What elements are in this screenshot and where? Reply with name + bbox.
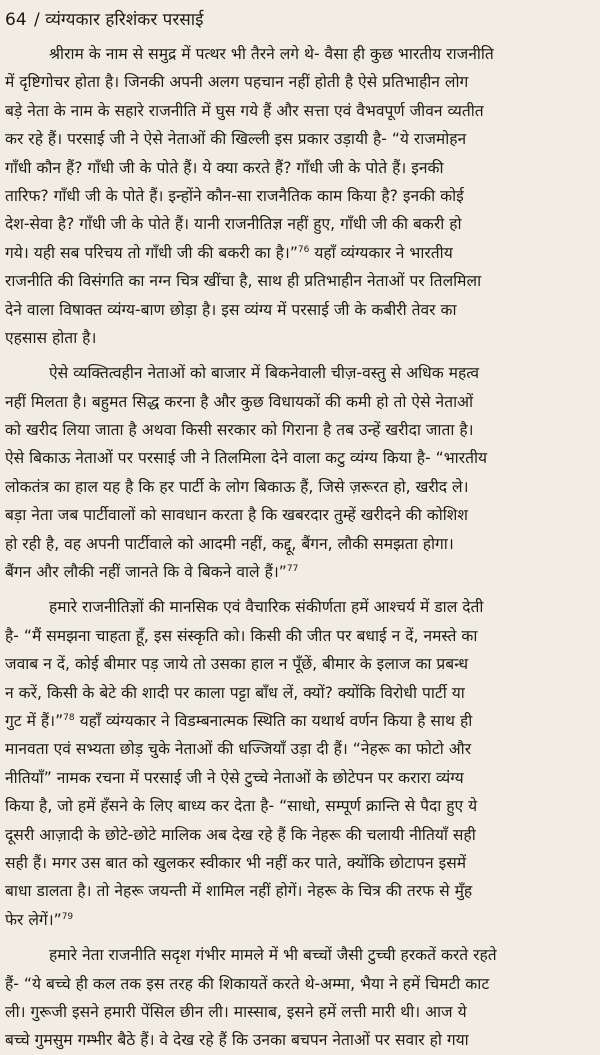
paragraph bbox=[5, 40, 592, 352]
text-line bbox=[5, 154, 592, 182]
line-text: फेर लेगें।” bbox=[5, 910, 62, 929]
text-line bbox=[5, 707, 592, 735]
footnote-ref: 78 bbox=[63, 712, 75, 723]
text-line bbox=[5, 388, 592, 416]
text-line bbox=[5, 210, 592, 238]
text-line bbox=[5, 735, 592, 763]
footnote-ref: 77 bbox=[286, 563, 299, 574]
text-line bbox=[5, 849, 592, 877]
line-text: बड़ा नेता जब पार्टीवालों को सावधान करता है कि खबरदार तुम्हें खरीदने की कोशिश bbox=[5, 506, 469, 525]
line-text: बच्चे गुमसुम गम्भीर बैठे हैं। वे देख रहे हैं कि उनका बचपन नेताओं पर सवार हो गया bbox=[5, 1031, 469, 1050]
line-text-continued: यहाँ व्यंग्यकार ने विडम्बनात्मक स्थिति का यथार्थ वर्णन किया है साथ ही bbox=[74, 711, 473, 730]
text-line bbox=[5, 821, 592, 849]
line-text: राजनीति की विसंगति का नग्न चित्र खींचा है, साथ ही प्रतिभाहीन नेताओं पर तिलमिला bbox=[5, 272, 482, 291]
line-text: कर रहे हैं। परसाई जी ने ऐसे नेताओं की खिल्ली इस प्रकार उड़ायी है- “ये राजमोहन bbox=[5, 130, 467, 149]
line-text-continued: यहाँ व्यंग्यकार ने भारतीय bbox=[309, 243, 453, 262]
text-line bbox=[5, 444, 592, 472]
line-text: गये। यही सब परिचय तो गाँधी जी की बकरी का है।” bbox=[5, 243, 298, 262]
body-text bbox=[5, 40, 592, 1055]
text-line bbox=[5, 622, 592, 650]
text-line bbox=[5, 970, 592, 998]
line-text: तारिफ? गाँधी जी के पोते हैं। इन्होंने कौन-सा राजनैतिक काम किया है? इनकी कोई bbox=[5, 186, 464, 205]
line-text: बड़े नेता के नाम के सहारे राजनीति में घुस गये हैं और सत्ता एवं वैभवपूर्ण जीवन व्यतीत bbox=[5, 101, 484, 120]
text-line bbox=[5, 906, 592, 934]
line-text: दूसरी आज़ादी के छोटे-छोटे मालिक अब देख रहे हैं कि नेहरू की चलायी नीतियाँ सही bbox=[5, 825, 476, 844]
text-line bbox=[5, 125, 592, 153]
text-line bbox=[5, 941, 592, 969]
running-header bbox=[5, 8, 592, 32]
line-text: हमारे नेता राजनीति सदृश गंभीर मामले में भी बच्चों जैसी टुच्ची हरकतें करते रहते bbox=[49, 946, 497, 965]
line-text: हमारे राजनीतिज्ञों की मानसिक एवं वैचारिक संकीर्णता हमें आश्चर्य में डाल देती bbox=[49, 598, 484, 617]
text-line bbox=[5, 530, 592, 558]
line-text: ली। गुरूजी इसने हमारी पेंसिल छीन ली। मास्साब, इसने हमें लत्ती मारी थी। आज ये bbox=[5, 1002, 467, 1021]
line-text: है- “मैं समझना चाहता हूँ, इस संस्कृति को। किसी की जीत पर बधाई न दें, नमस्ते का bbox=[5, 626, 478, 645]
line-text: नीतियाँ” नामक रचना में परसाई जी ने ऐसे टुच्चे नेताओं के छोटेपन पर करारा व्यंग्य bbox=[5, 768, 464, 787]
line-text: किया है, जो हमें हँसने के लिए बाध्य कर देता है- “साधो, सम्पूर्ण क्रान्ति से पैदा हुए ये bbox=[5, 797, 478, 816]
footnote-ref: 76 bbox=[297, 244, 310, 255]
paragraph bbox=[5, 359, 592, 586]
text-line bbox=[5, 68, 592, 96]
line-text: को खरीद लिया जाता है अथवा किसी सरकार को गिराना है तब उन्हें खरीदा जाता है। bbox=[5, 421, 474, 440]
line-text: सही हैं। मगर उस बात को खुलकर स्वीकार भी नहीं कर पाते, क्योंकि छोटापन इसमें bbox=[5, 853, 467, 872]
line-text: देश-सेवा है? गाँधी जी के पोते हैं। यानी राजनीतिज्ञ नहीं हुए, गाँधी जी की बकरी हो bbox=[5, 215, 462, 234]
text-line bbox=[5, 593, 592, 621]
text-line bbox=[5, 679, 592, 707]
paragraph bbox=[5, 941, 592, 1055]
line-text: जवाब न दें, कोई बीमार पड़ जाये तो उसका हाल न पूँछें, बीमार के इलाज का प्रबन्ध bbox=[5, 655, 469, 674]
text-line bbox=[5, 877, 592, 905]
line-text: हैं- “ये बच्चे ही कल तक इस तरह की शिकायतें करते थे-अम्मा, भैया ने हमें चिमटी काट bbox=[5, 974, 490, 993]
line-text: बैंगन और लौकी नहीं जानते कि वे बिकने वाले हैं।” bbox=[5, 563, 287, 582]
text-line bbox=[5, 267, 592, 295]
text-line bbox=[5, 40, 592, 68]
line-text: हो रही है, वह अपनी पार्टीवाले को आदमी नहीं, कद्दू, बैंगन, लौकी समझता होगा। bbox=[5, 534, 454, 553]
line-text: मानवता एवं सभ्यता छोड़ चुके नेताओं की धज्जियाँ उड़ा दी हैं। “नेहरू का फोटो और bbox=[5, 740, 472, 759]
text-line bbox=[5, 296, 592, 324]
line-text: लोकतंत्र का हाल यह है कि हर पार्टी के लोग बिकाऊ हैं, जिसे ज़रूरत हो, खरीद ले। bbox=[5, 477, 469, 496]
line-text: श्रीराम के नाम से समुद्र में पत्थर भी तैरने लगे थे- वैसा ही कुछ भारतीय राजनीति bbox=[49, 45, 494, 63]
text-line bbox=[5, 416, 592, 444]
text-line bbox=[5, 1026, 592, 1054]
line-text: में दृष्टिगोचर होता है। जिनकी अपनी अलग पहचान नहीं होती है ऐसे प्रतिभाहीन लोग bbox=[5, 73, 469, 92]
page-number: 64 bbox=[5, 10, 27, 30]
text-line bbox=[5, 764, 592, 792]
text-line bbox=[5, 558, 592, 586]
line-text: बाधा डालता है। तो नेहरू जयन्ती में शामिल नहीं होगें। नेहरू के चित्र की तरफ से मुँह bbox=[5, 882, 473, 901]
text-line bbox=[5, 97, 592, 125]
header-separator: / bbox=[28, 10, 46, 30]
text-line bbox=[5, 501, 592, 529]
book-title: व्यंग्यकार हरिशंकर परसाई bbox=[45, 10, 204, 30]
line-text: एहसास होता है। bbox=[5, 328, 97, 347]
line-text: ऐसे बिकाऊ नेताओं पर परसाई जी ने तिलमिला देने वाला कटु व्यंग्य किया है- “भारतीय bbox=[5, 449, 488, 468]
line-text: गाँधी कौन हैं? गाँधी जी के पोते हैं। ये क्या करते हैं? गाँधी जी के पोते हैं। इनकी bbox=[5, 158, 444, 177]
line-text: ऐसे व्यक्तित्वहीन नेताओं को बाजार में बिकनेवाली चीज़-वस्तु से अधिक महत्व bbox=[49, 364, 480, 383]
text-line bbox=[5, 473, 592, 501]
line-text: गुट में हैं।” bbox=[5, 711, 64, 730]
text-line bbox=[5, 359, 592, 387]
line-text: देने वाला विषाक्त व्यंग्य-बाण छोड़ा है। इस व्यंग्य में परसाई जी के कबीरी तेवर का bbox=[5, 300, 457, 319]
text-line bbox=[5, 182, 592, 210]
text-line bbox=[5, 239, 592, 267]
text-line bbox=[5, 792, 592, 820]
line-text: नहीं मिलता है। बहुमत सिद्ध करना है और कुछ विधायकों की कमी हो तो ऐसे नेताओं bbox=[5, 392, 474, 411]
text-line bbox=[5, 998, 592, 1026]
text-line bbox=[5, 650, 592, 678]
line-text: न करें, किसी के बेटे की शादी पर काला पट्टा बाँध लें, क्यों? क्योंकि विरोधी पार्टी या bbox=[5, 683, 465, 702]
paragraph bbox=[5, 593, 592, 934]
text-line bbox=[5, 324, 592, 352]
footnote-ref: 79 bbox=[61, 911, 74, 922]
